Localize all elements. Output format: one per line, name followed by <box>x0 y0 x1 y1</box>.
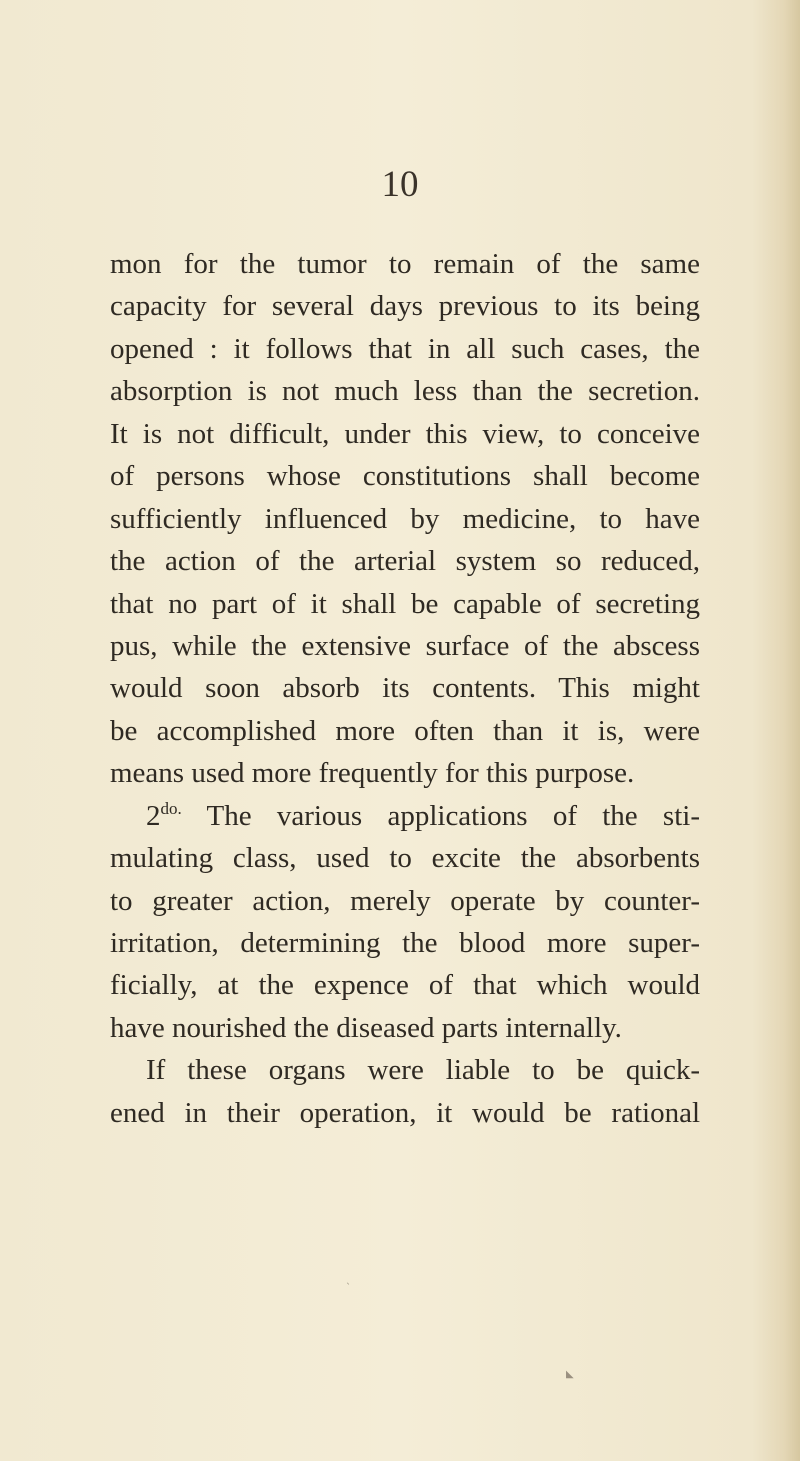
paragraph-start-text: The various applications of the sti- <box>206 799 700 832</box>
text-line: have nourished the diseased parts internally. <box>110 1011 622 1044</box>
text-line: to greater action, merely operate by counter- <box>110 884 700 917</box>
paper-speck: ˎ <box>346 1274 351 1285</box>
body-text <box>110 243 700 1134</box>
page-number: 10 <box>381 164 419 205</box>
text-line: means used more frequently for this purpose. <box>110 757 635 790</box>
text-line: would soon absorb its contents. This might <box>110 672 700 705</box>
text-line: absorption is not much less than the secretion. <box>110 375 700 408</box>
text-line: ficially, at the expence of that which would <box>110 969 700 1002</box>
paper-speck: ◣ <box>566 1369 574 1380</box>
text-line: ened in their operation, it would be rational <box>110 1096 700 1129</box>
text-line: capacity for several days previous to its being <box>110 290 700 323</box>
text-line: be accomplished more often than it is, were <box>110 714 700 747</box>
text-line: pus, while the extensive surface of the abscess <box>110 629 700 662</box>
section-marker <box>146 800 182 832</box>
section-numeral: 2 <box>146 799 161 832</box>
text-line: irritation, determining the blood more super- <box>110 927 700 959</box>
text-line: mulating class, used to excite the absorbents <box>110 842 700 875</box>
section-superscript: do. <box>160 798 182 818</box>
text-line: If these organs were liable to be quick- <box>146 1054 700 1087</box>
text-line: that no part of it shall be capable of secreting <box>110 587 700 620</box>
text-line: the action of the arterial system so reduced, <box>110 545 700 578</box>
text-line: It is not difficult, under this view, to conceive <box>110 417 700 450</box>
paragraph-start-line <box>110 795 700 837</box>
text-line: mon for the tumor to remain of the same <box>110 248 700 280</box>
text-line: opened : it follows that in all such cases, the <box>110 332 700 365</box>
text-line: sufficiently influenced by medicine, to have <box>110 502 700 535</box>
text-line: of persons whose constitutions shall become <box>110 460 700 493</box>
